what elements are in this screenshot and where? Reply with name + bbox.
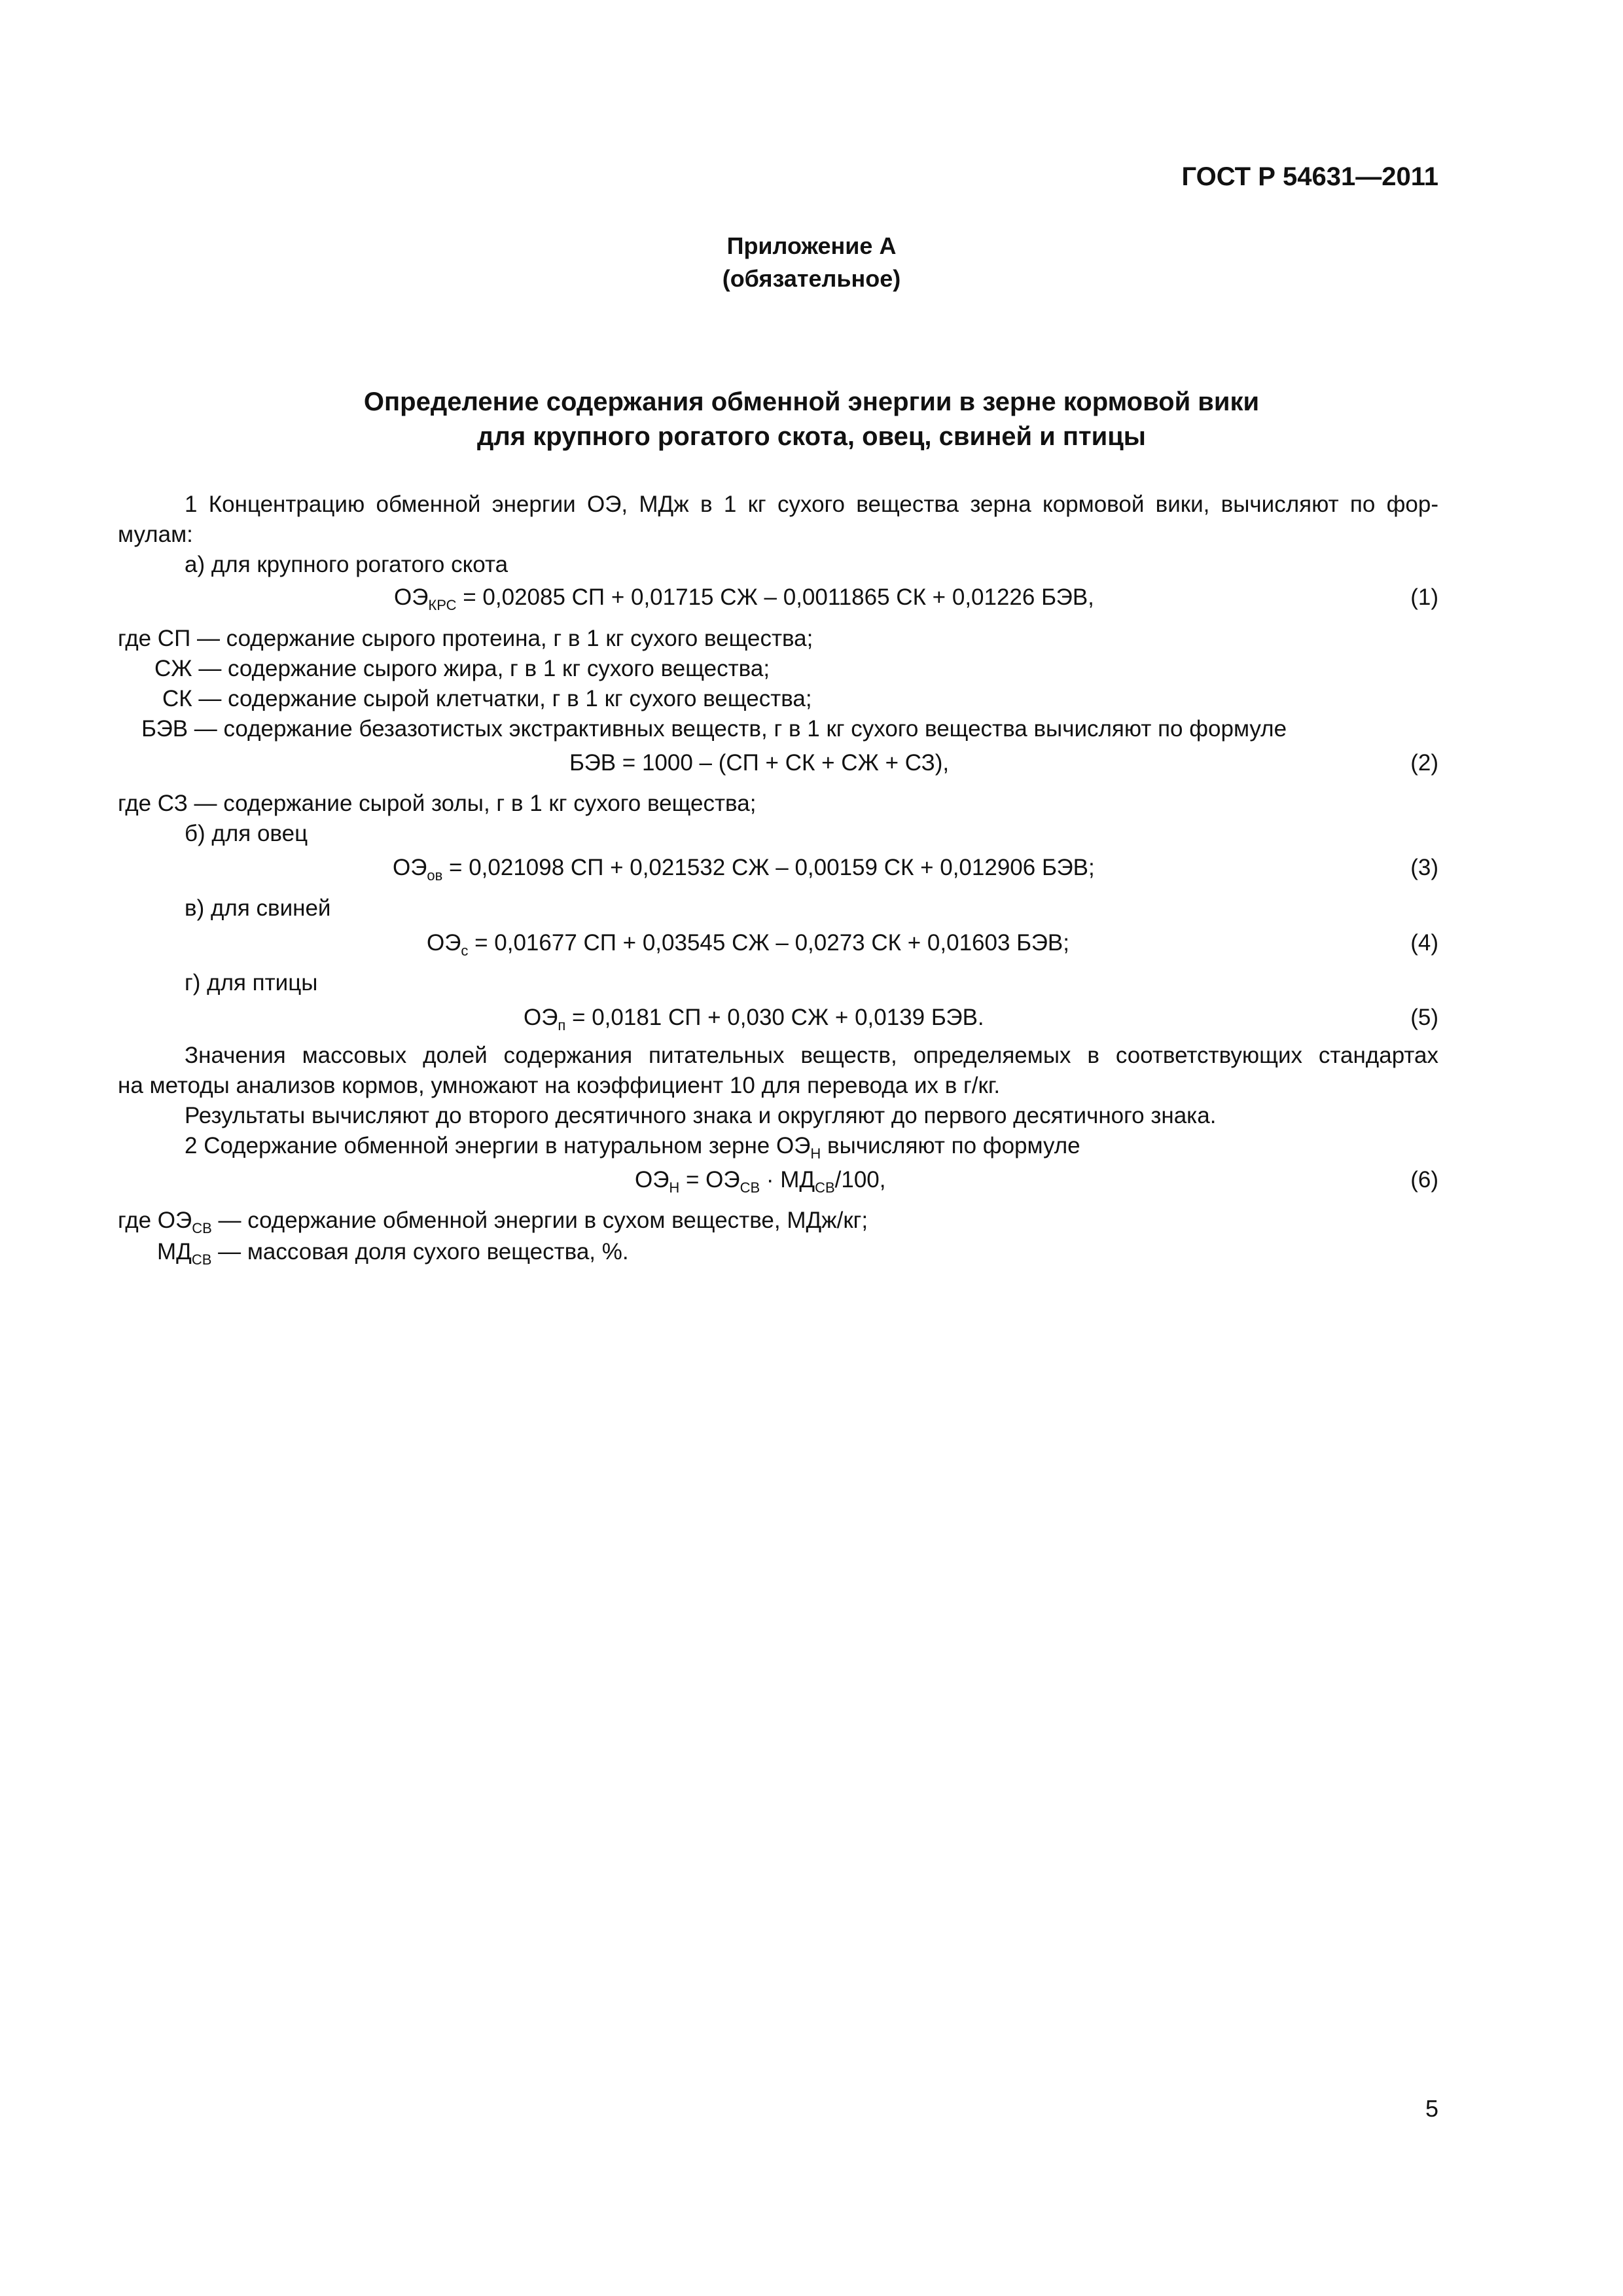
note-2: Результаты вычисляют до второго десятичного знака и округляют до первого десятичного знака.	[185, 1103, 1217, 1128]
definition-szh: СЖ — содержание сырого жира, г в 1 кг сухого вещества;	[154, 656, 770, 681]
list-label-v: в) для свиней	[185, 895, 331, 921]
paragraph-1-line2: мулам:	[118, 522, 193, 547]
list-label-a: а) для крупного рогатого скота	[185, 552, 508, 577]
section-title-line1: Определение содержания обменной энергии в зерне кормовой вики	[363, 387, 1260, 416]
formula-4-number: (4)	[1410, 930, 1438, 956]
formula-6: $ОЭ_Н = ОЭ_{СВ} \cdot МД_{СВ}/100$,	[635, 1167, 886, 1196]
definition-oe-sv: где $ОЭ_{СВ}$ — содержание обменной энергии в сухом веществе, МДж/кг;	[118, 1208, 868, 1236]
section-title-line2: для крупного рогатого скота, овец, свиней и птицы	[477, 422, 1146, 451]
list-label-g: г) для птицы	[185, 970, 318, 996]
note-1-line1: Значения массовых долей содержания питательных веществ, определяемых в соответствующих стандартах	[185, 1043, 1438, 1068]
appendix-title: Приложение А	[726, 232, 897, 259]
formula-5-number: (5)	[1410, 1005, 1438, 1030]
formula-5: $ОЭ_п = 0,0181$ СП + 0,030 СЖ + 0,0139 БЭВ.	[524, 1005, 984, 1033]
definition-bev: БЭВ — содержание безазотистых экстрактивных веществ, г в 1 кг сухого вещества вычисляют по формуле	[141, 716, 1287, 742]
formula-1: $ОЭ_{КРС} = 0,02085$ СП + 0,01715 СЖ – 0,0011865 СК + 0,01226 БЭВ,	[394, 584, 1094, 613]
formula-2: БЭВ = 1000 – (СП + СК + СЖ + СЗ),	[569, 750, 950, 776]
note-1-line2: на методы анализов кормов, умножают на коэффициент 10 для перевода их в г/кг.	[118, 1073, 1001, 1098]
formula-3: $ОЭ_{ов} = 0,021098$ СП + 0,021532 СЖ – 0,00159 СК + 0,012906 БЭВ;	[393, 855, 1095, 884]
formula-2-number: (2)	[1410, 750, 1438, 776]
page-number: 5	[1425, 2095, 1438, 2122]
formula-4: $ОЭ_с = 0,01677$ СП + 0,03545 СЖ – 0,0273 СК + 0,01603 БЭВ;	[427, 930, 1069, 959]
definition-sk: СК — содержание сырой клетчатки, г в 1 кг сухого вещества;	[162, 686, 812, 711]
definition-sp: где СП — содержание сырого протеина, г в 1 кг сухого вещества;	[118, 626, 813, 651]
formula-3-number: (3)	[1410, 855, 1438, 880]
definition-md-sv: $МД_{СВ}$ — массовая доля сухого вещества, %.	[157, 1239, 629, 1268]
formula-6-number: (6)	[1410, 1167, 1438, 1193]
standard-number: ГОСТ Р 54631—2011	[1181, 162, 1438, 191]
appendix-status: (обязательное)	[722, 265, 901, 292]
paragraph-1-line1: 1 Концентрацию обменной энергии ОЭ, МДж в 1 кг сухого вещества зерна кормовой вики, вычисляют по фор-	[185, 492, 1438, 517]
list-label-b: б) для овец	[185, 821, 308, 846]
definition-sz: где СЗ — содержание сырой золы, г в 1 кг сухого вещества;	[118, 791, 757, 816]
paragraph-2: 2 Содержание обменной энергии в натуральном зерне $ОЭ_Н$ вычисляют по формуле	[185, 1133, 1080, 1162]
formula-1-number: (1)	[1410, 584, 1438, 610]
